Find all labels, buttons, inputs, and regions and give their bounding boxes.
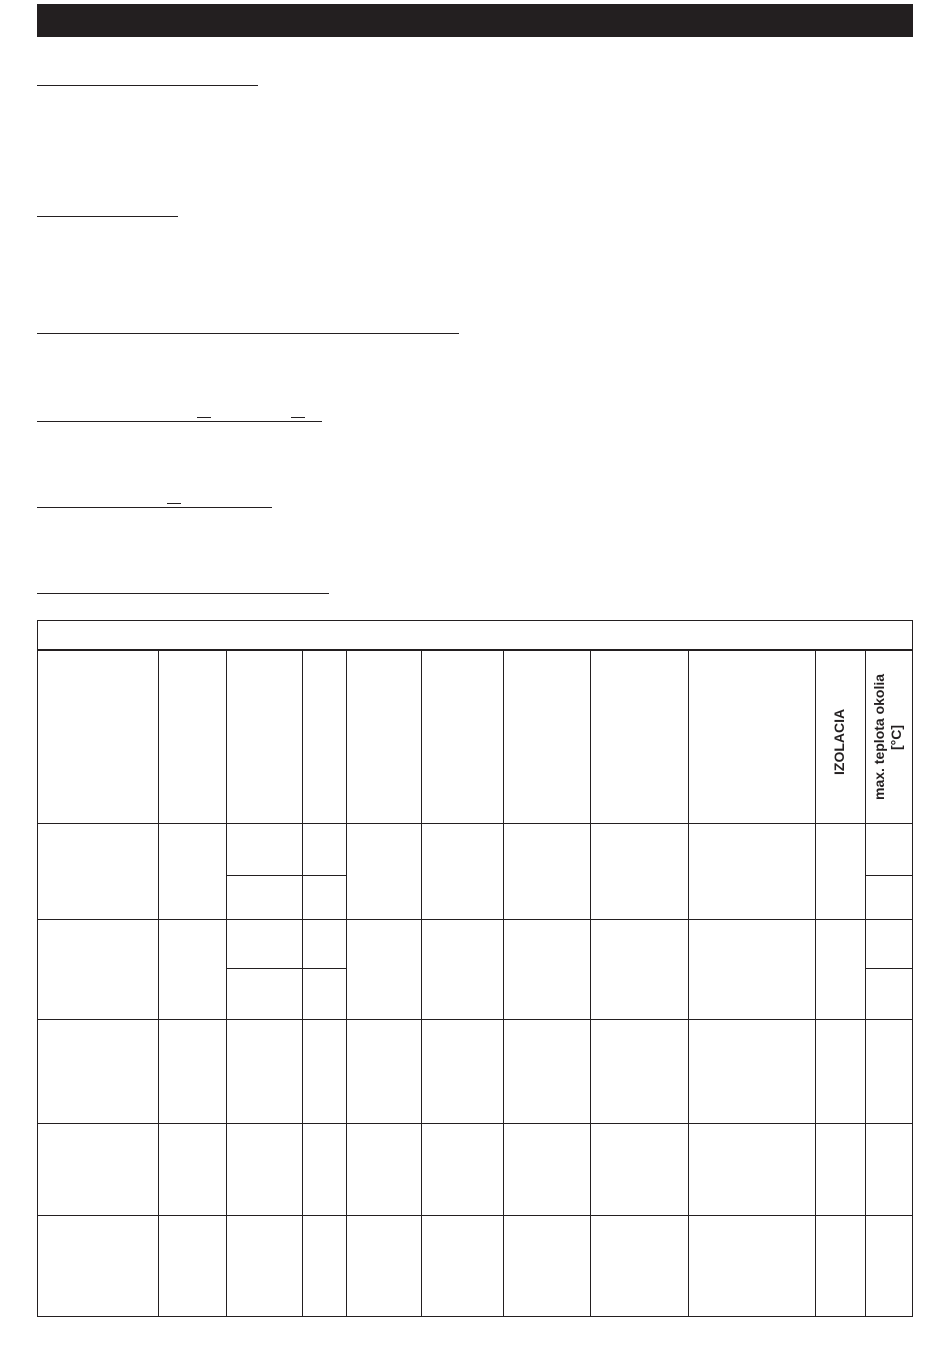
form-line-2 <box>37 216 178 217</box>
header-max-ambient-temp <box>871 654 905 820</box>
form-line-5-mark <box>167 503 181 504</box>
form-line-4-mark-a <box>197 417 211 418</box>
form-line-4-mark-b <box>291 417 305 418</box>
form-line-6 <box>37 593 329 594</box>
form-line-4 <box>37 421 322 422</box>
header-max-ambient-temp-unit: [°C] <box>888 724 904 750</box>
form-line-3 <box>37 333 459 334</box>
header-insulation: IZOLACIA <box>831 708 847 776</box>
header-max-ambient-temp-label: max. teplota okolia <box>871 673 887 801</box>
data-table <box>37 620 913 1317</box>
form-line-5 <box>37 507 272 508</box>
form-line-1 <box>37 85 258 86</box>
top-black-bar <box>37 4 913 37</box>
